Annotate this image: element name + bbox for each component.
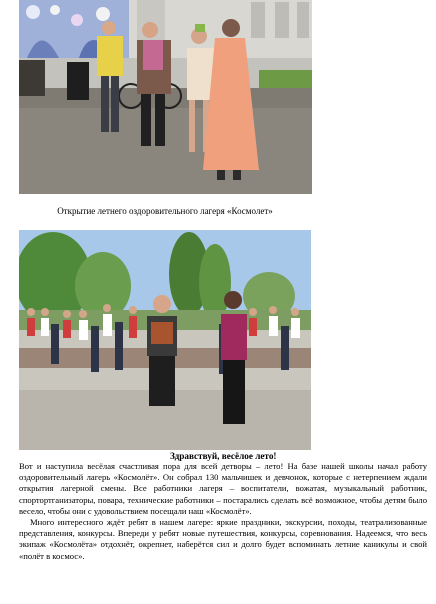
article-body [19,461,427,562]
photo-children-crowd [19,230,311,450]
photo-camp-opening [19,0,312,194]
photo-caption: Открытие летнего оздоровительного лагеря «Космолет» [57,206,273,216]
article-paragraph: Много интересного ждёт ребят в нашем лагере: яркие праздники, экскурсии, походы, театрализованные представления, конкурсы. Впереди у ребят новые путешествия, конкурсы, соревнования. Надеемся, что весь экипаж «Космолёта» отдохнёт, окрепнет, наберётся сил и долго будет вспоминать летние каникулы и свой «полёт в космос». [19,517,427,561]
article-paragraph: Вот и наступила весёлая счастливая пора для всей детворы – лето! На базе нашей школы начал работу оздоровительный лагерь «Космолёт». Он собрал 130 мальчишек и девчонок, которые с нетерпением ждали открытия лагерной смены. Все работники лагеря – воспитатели, вожатая, музыкальный работник, спортортганизаторы, повара, технические работники – постарались сделать всё возможное, чтобы детям было весело, чтобы они с удовольствием посещали наш «Космолёт». [19,461,427,516]
article-title: Здравствуй, весёлое лето! [170,451,277,461]
